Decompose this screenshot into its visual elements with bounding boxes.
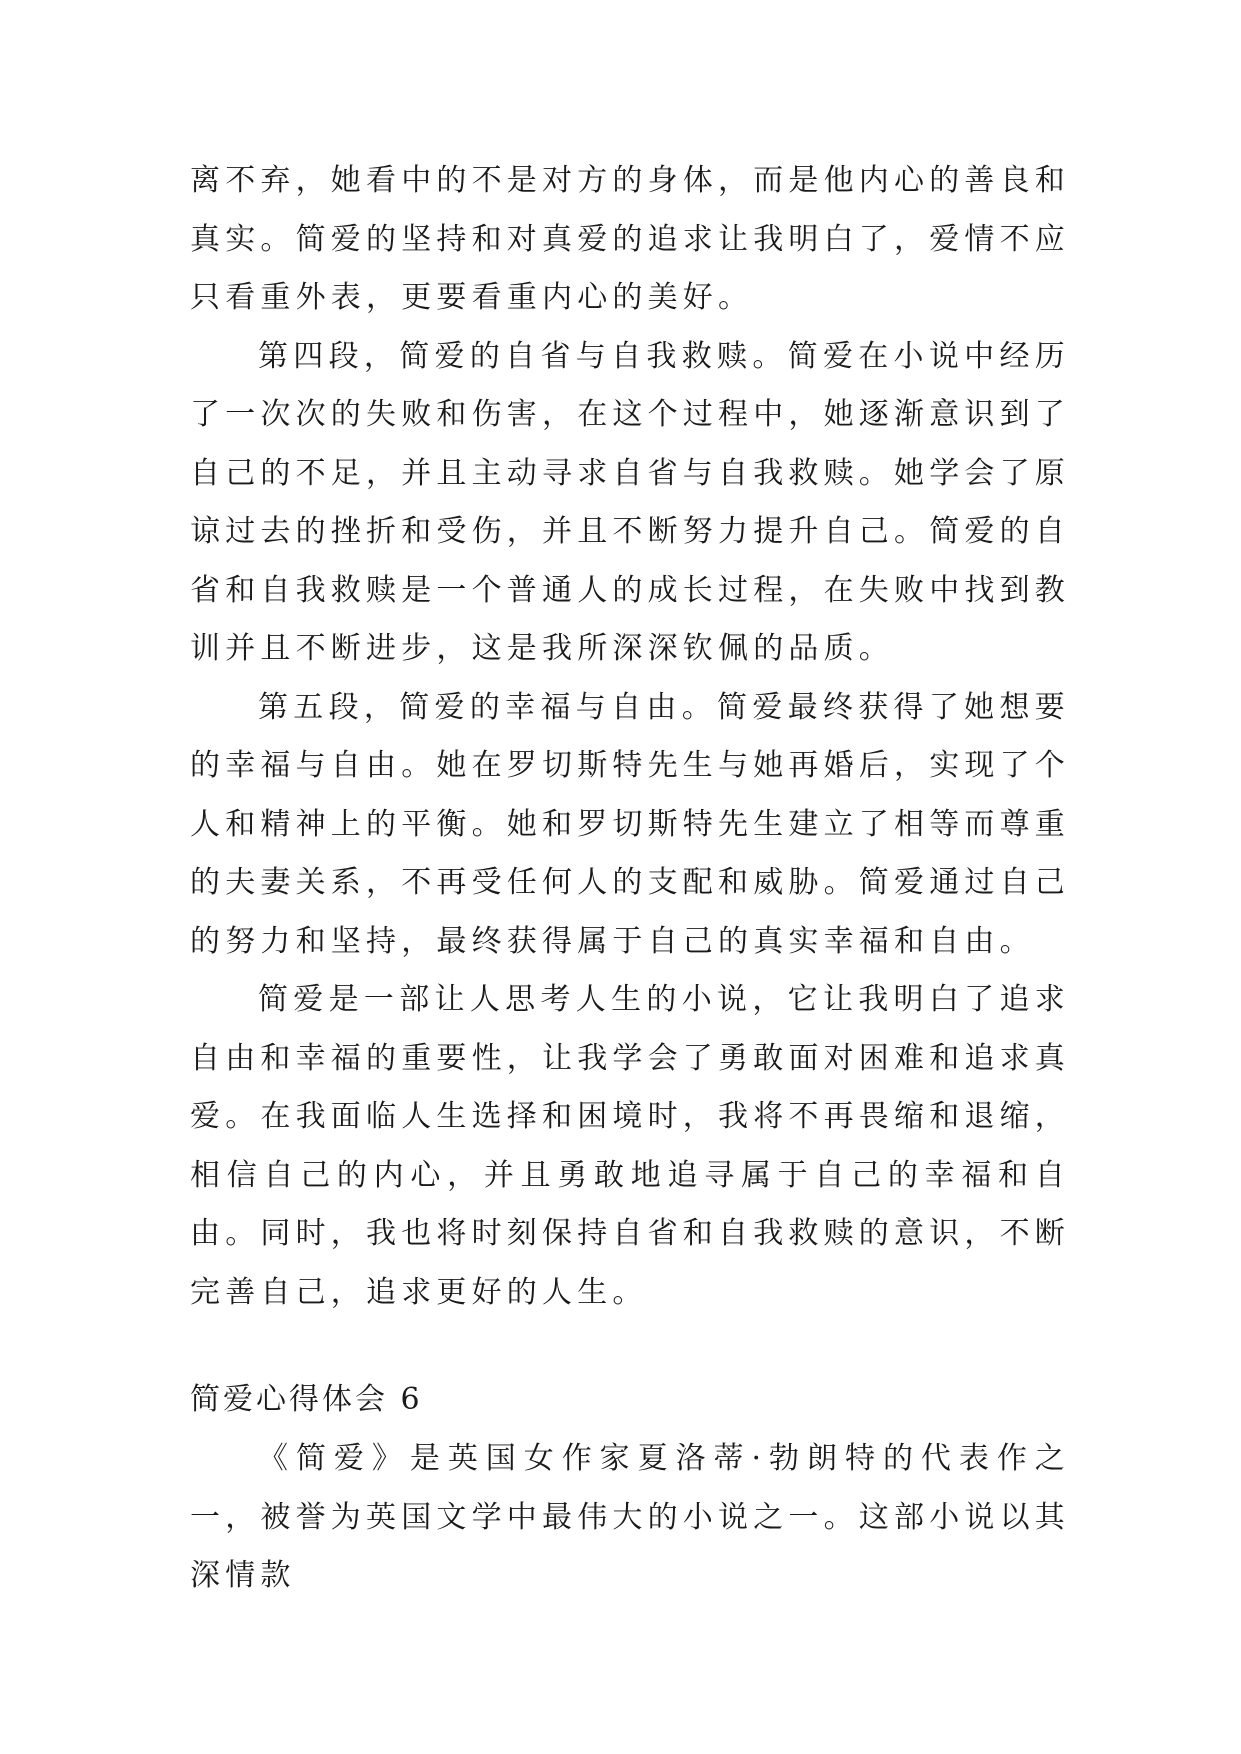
paragraph-intro: 《简爱》是英国女作家夏洛蒂·勃朗特的代表作之一，被誉为英国文学中最伟大的小说之一。这部小说以其深情款 [190, 1441, 1070, 1593]
document-body [190, 152, 1070, 1606]
paragraph-fifth-section: 第五段，简爱的幸福与自由。简爱最终获得了她想要的幸福与自由。她在罗切斯特先生与她再婚后，实现了个人和精神上的平衡。她和罗切斯特先生建立了相等而尊重的夫妻关系，不再受任何人的支配和威胁。简爱通过自己的努力和坚持，最终获得属于自己的真实幸福和自由。 [190, 689, 1070, 959]
paragraph-fourth-section: 第四段，简爱的自省与自我救赎。简爱在小说中经历了一次次的失败和伤害，在这个过程中，她逐渐意识到了自己的不足，并且主动寻求自省与自我救赎。她学会了原谅过去的挫折和受伤，并且不断努力提升自己。简爱的自省和自我救赎是一个普通人的成长过程，在失败中找到教训并且不断进步，这是我所深深钦佩的品质。 [190, 338, 1070, 666]
section-heading: 简爱心得体会 6 [190, 1382, 423, 1417]
paragraph-continuation: 离不弃，她看中的不是对方的身体，而是他内心的善良和真实。简爱的坚持和对真爱的追求让我明白了，爱情不应只看重外表，更要看重内心的美好。 [190, 163, 1070, 315]
paragraph-conclusion: 简爱是一部让人思考人生的小说，它让我明白了追求自由和幸福的重要性，让我学会了勇敢面对困难和追求真爱。在我面临人生选择和困境时，我将不再畏缩和退缩，相信自己的内心，并且勇敢地追寻属于自己的幸福和自由。同时，我也将时刻保持自省和自我救赎的意识，不断完善自己，追求更好的人生。 [190, 982, 1070, 1310]
